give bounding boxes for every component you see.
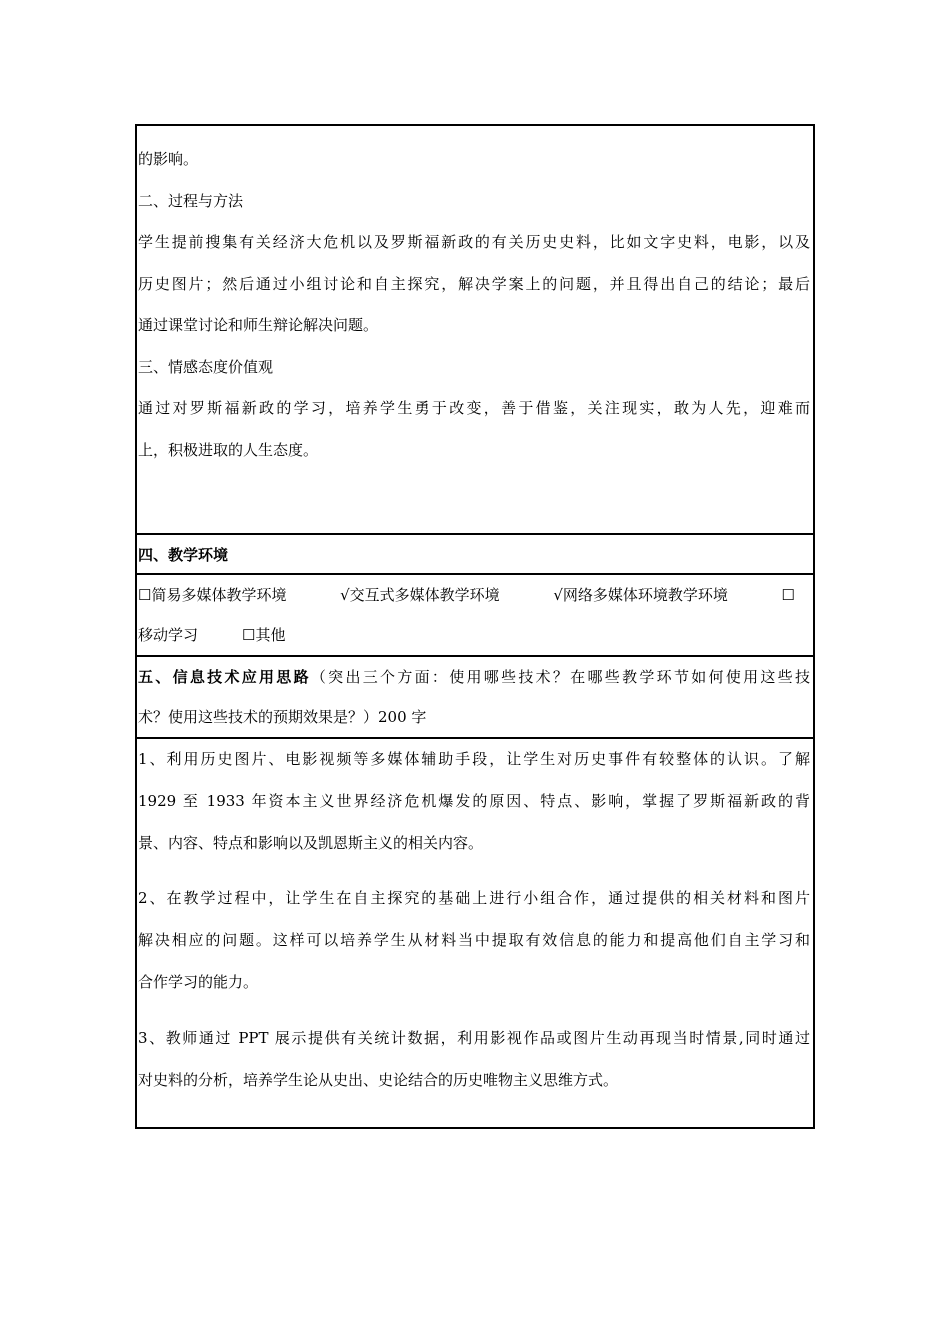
- point-2-line: 解决相应的问题。这样可以培养学生从材料当中提取有效信息的能力和提高他们自主学习和: [138, 931, 810, 950]
- point-2-line: 2、在教学过程中，让学生在自主探究的基础上进行小组合作，通过提供的相关材料和图片: [138, 889, 810, 908]
- lesson-plan-table: [135, 124, 815, 1129]
- point-1-line: 1929 至 1933 年资本主义世界经济危机爆发的原因、特点、影响，掌握了罗斯福新政的背: [138, 791, 810, 810]
- point-1-line: 景、内容、特点和影响以及凯恩斯主义的相关内容。: [138, 833, 484, 852]
- process-text-line: 通过课堂讨论和师生辩论解决问题。: [138, 316, 379, 334]
- environment-options-row: [138, 575, 795, 615]
- mobile-learning-label: 移动学习: [138, 626, 199, 644]
- simple-multimedia-option[interactable]: ☐简易多媒体教学环境: [138, 586, 287, 604]
- tech-heading-cell: [137, 657, 813, 739]
- tech-points-cell: [137, 739, 813, 1127]
- objectives-cell: [137, 126, 813, 535]
- tech-heading-note: （突出三个方面：使用哪些技术？在哪些教学环节如何使用这些技: [310, 668, 810, 686]
- environment-heading-cell: [137, 535, 813, 575]
- process-text-line: 学生提前搜集有关经济大危机以及罗斯福新政的有关历史史料，比如文字史料，电影，以及: [138, 233, 810, 251]
- process-text-line: 历史图片；然后通过小组讨论和自主探究，解决学案上的问题，并且得出自己的结论；最后: [138, 274, 810, 293]
- other-option[interactable]: ☐其他: [242, 626, 286, 644]
- environment-heading: 四、教学环境: [138, 546, 229, 564]
- emotion-values-heading: 三、情感态度价值观: [138, 357, 274, 376]
- process-method-heading: 二、过程与方法: [138, 191, 244, 210]
- tech-heading-note-line2: 术？使用这些技术的预期效果是？）200 字: [138, 708, 427, 726]
- point-2-line: 合作学习的能力。: [138, 972, 259, 991]
- environment-options-row-2: [138, 615, 795, 655]
- point-1-line: 1、利用历史图片、电影视频等多媒体辅助手段，让学生对历史事件有较整体的认识。了解: [138, 750, 810, 768]
- interactive-multimedia-option[interactable]: √交互式多媒体教学环境: [340, 586, 500, 604]
- emotion-text-line: 上，积极进取的人生态度。: [138, 440, 319, 459]
- point-3-line: 对史料的分析，培养学生论从史出、史论结合的历史唯物主义思维方式。: [138, 1070, 619, 1089]
- emotion-text-line: 通过对罗斯福新政的学习，培养学生勇于改变，善于借鉴，关注现实，敢为人先，迎难而: [138, 399, 810, 417]
- tech-heading-title: 五、信息技术应用思路: [138, 668, 311, 686]
- continued-text: 的影响。: [138, 150, 199, 168]
- point-3-line: 3、教师通过 PPT 展示提供有关统计数据，利用影视作品或图片生动再现当时情景,同时通过: [138, 1028, 810, 1047]
- network-multimedia-option[interactable]: √网络多媒体环境教学环境: [553, 586, 728, 604]
- environment-options-cell: [137, 575, 813, 657]
- tech-heading-line: [138, 657, 810, 697]
- mobile-learning-checkbox[interactable]: ☐: [781, 586, 795, 604]
